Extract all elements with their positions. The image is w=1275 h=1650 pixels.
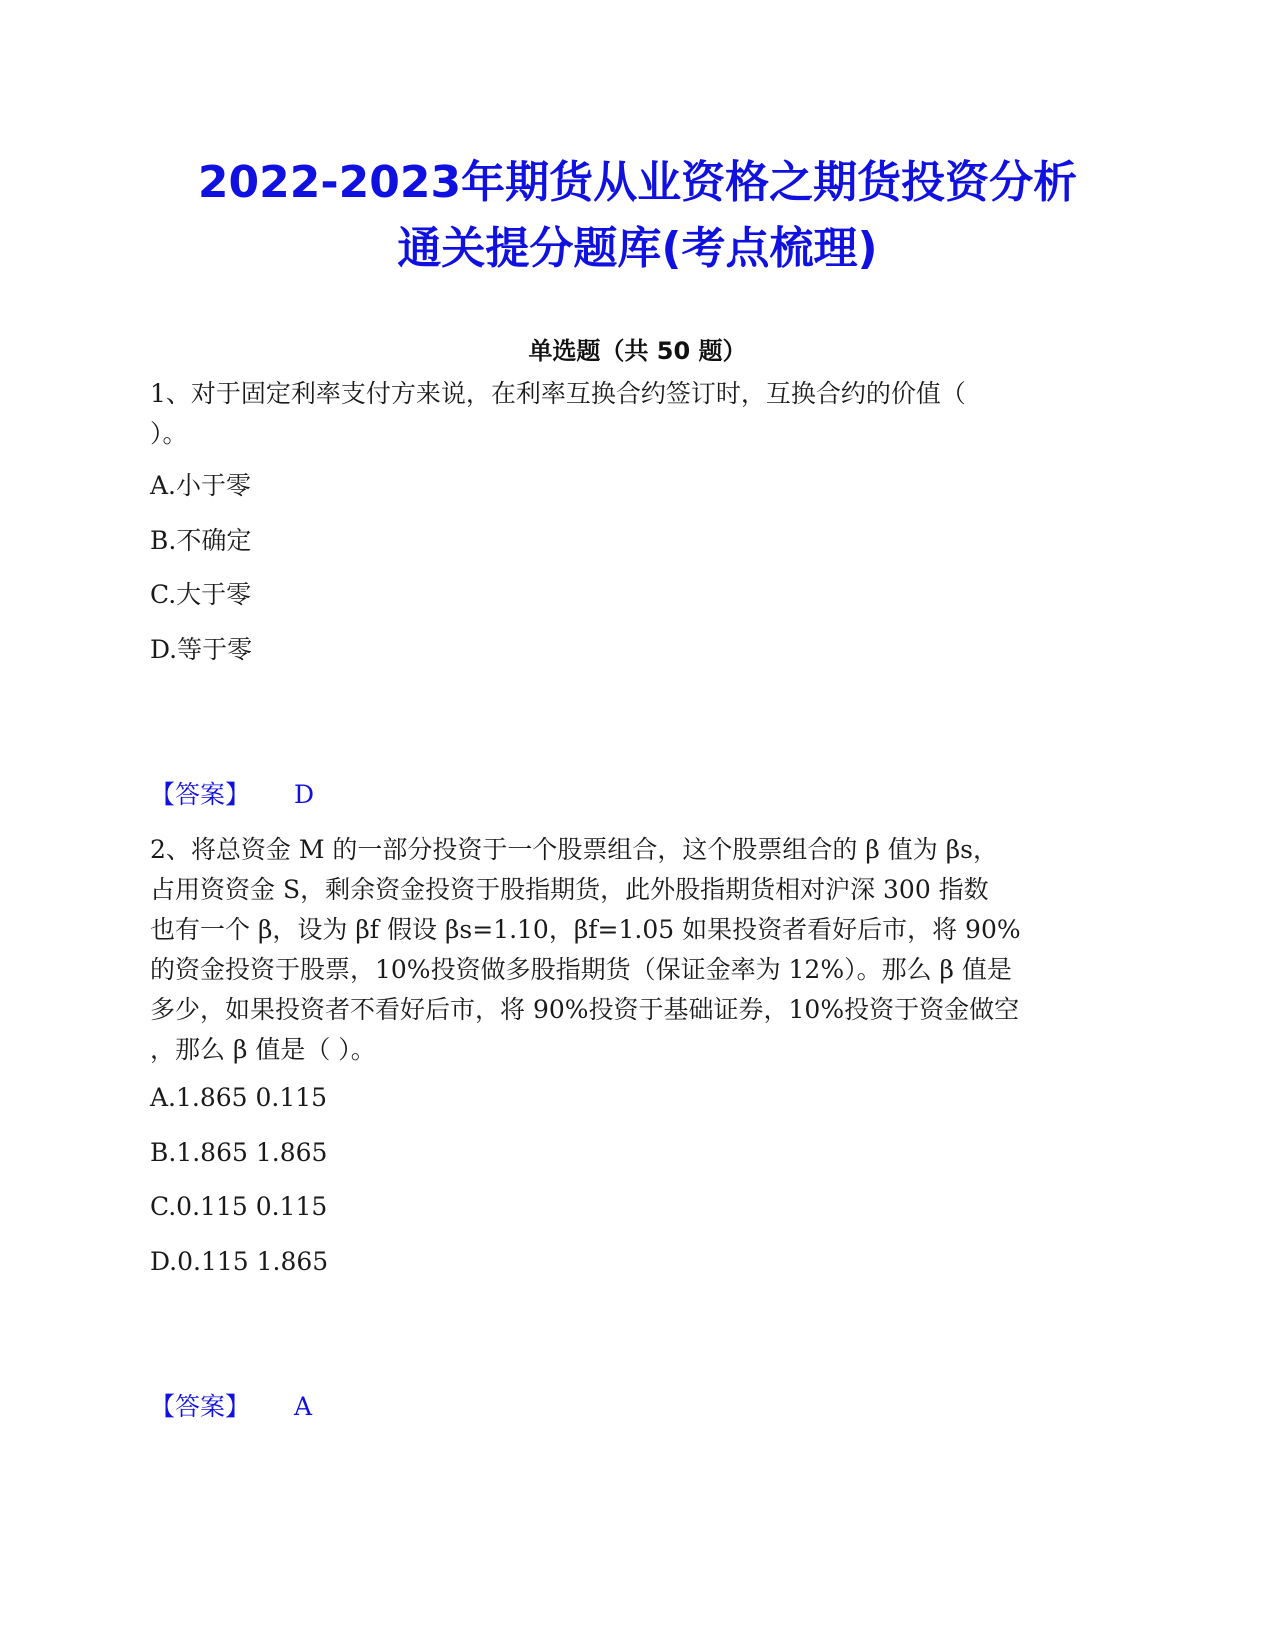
question-2-line: 占用资资金 S，剩余资金投资于股指期货，此外股指期货相对沪深 300 指数	[150, 875, 989, 904]
question-1-option-c: C.大于零	[150, 580, 252, 609]
answer-value: D	[294, 780, 315, 809]
title-line-2: 通关提分题库(考点梳理)	[397, 223, 878, 274]
question-2-line: 多少，如果投资者不看好后市，将 90%投资于基础证券，10%投资于资金做空	[150, 995, 1020, 1024]
document-title	[0, 150, 1275, 282]
section-heading: 单选题（共 50 题）	[528, 337, 747, 365]
question-1-line: ）。	[150, 419, 188, 448]
question-2-option-c: C.0.115 0.115	[150, 1192, 328, 1221]
question-2-text	[150, 830, 1130, 1070]
question-1-option-b: B.不确定	[150, 526, 252, 555]
answer-value: A	[294, 1392, 313, 1421]
question-1-line: 1、对于固定利率支付方来说，在利率互换合约签订时，互换合约的价值（	[150, 379, 966, 408]
question-2-answer	[150, 1391, 312, 1423]
question-2-line: 的资金投资于股票，10%投资做多股指期货（保证金率为 12%）。那么 β 值是	[150, 955, 1012, 984]
question-2-line: 2、将总资金 M 的一部分投资于一个股票组合，这个股票组合的 β 值为 βs，	[150, 835, 998, 864]
title-line-1: 2022-2023年期货从业资格之期货投资分析	[197, 157, 1078, 208]
question-1-option-a: A.小于零	[150, 471, 252, 500]
answer-label: 【答案】	[150, 1392, 251, 1421]
question-1-answer	[150, 779, 314, 811]
question-1-text	[150, 374, 1130, 454]
question-1-option-d: D.等于零	[150, 635, 253, 664]
question-2-line: ，那么 β 值是（ ）。	[150, 1035, 376, 1064]
question-2-option-b: B.1.865 1.865	[150, 1138, 328, 1167]
question-2-option-d: D.0.115 1.865	[150, 1247, 329, 1276]
answer-label: 【答案】	[150, 780, 251, 809]
question-2-option-a: A.1.865 0.115	[150, 1083, 328, 1112]
question-2-line: 也有一个 β，设为 βf 假设 βs=1.10，βf=1.05 如果投资者看好后市，将 90%	[150, 915, 1021, 944]
